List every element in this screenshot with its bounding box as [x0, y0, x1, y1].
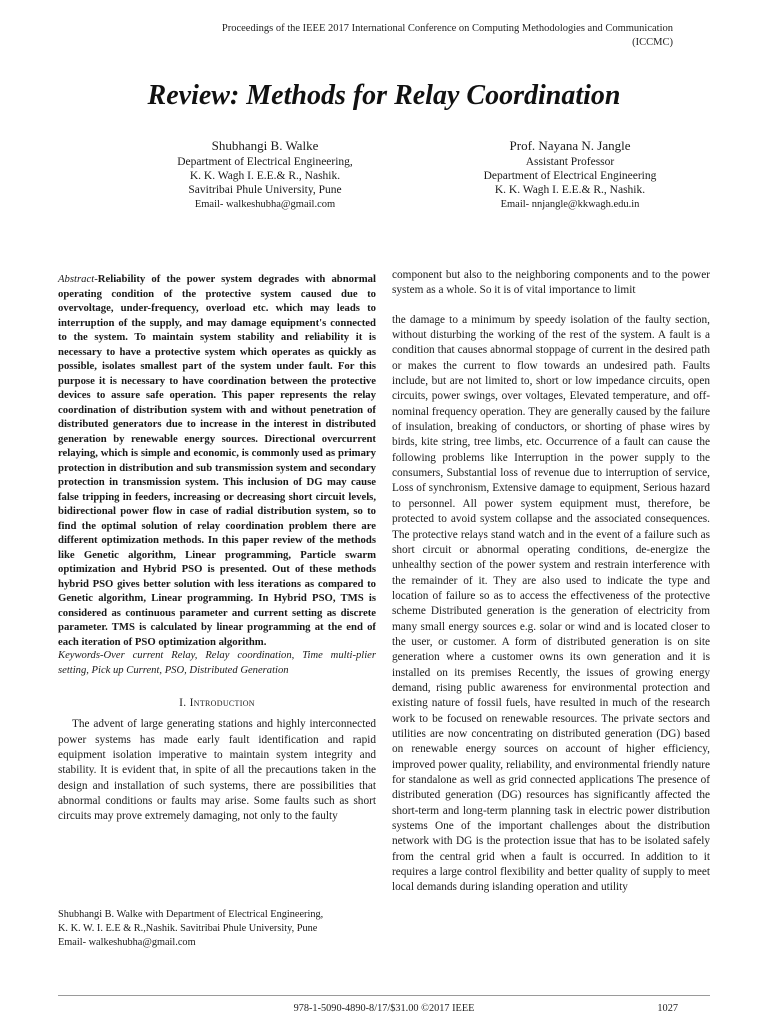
conference-acronym: (ICCMC) — [632, 37, 673, 48]
page-number: 1027 — [657, 1003, 678, 1014]
footnote-line: K. K. W. I. E.E & R.,Nashik. Savitribai Phule University, Pune — [58, 922, 318, 934]
keywords: Keywords-Over current Relay, Relay coordination, Time multi-plier setting, Pick up Current, PSO, Distributed Generation — [58, 650, 376, 676]
author-affiliation-line: K. K. Wagh I. E.E.& R., Nashik. — [494, 184, 646, 197]
abstract — [58, 272, 376, 649]
body-paragraph: component but also to the neighboring components and to the power system as a whole. So it is of vital importance to limit — [392, 269, 710, 297]
author-name: Shubhangi B. Walke — [211, 138, 319, 153]
author-block-1 — [120, 137, 410, 212]
body-paragraph: the damage to a minimum by speedy isolation of the faulty section, without disturbing the working of the rest of the system. A fault is a condition that causes abnormal stoppage of current in the desired path or makes the current to flow towards an undesired path. Faults include, but are not limited to, short or low impedance circuits, open circuits, power swings, over voltages, Elevated temperature, and off-nominal frequency operation. They are generally caused by the failure of insulation, breaking of conductors, or shorting of phase wires by birds, kite string, tree limbs, etc. Occurrence of a fault can cause the following problems like Interruption in the power supply to the consumers, Substantial loss of revenue due to interruption of service, Loss of synchronism, Extensive damage to equipment, Serious hazard to personnel. All power system equipment must, therefore, be protected to avoid system collapse and the associated consequences. The protective relays stand watch and in the event of a failure such as short circuit or abnormal operating conditions, de-energize the unhealthy section of the power system and restrain interference with the remainder of it. They are also used to indicate the type and location of failure so as to access the effectiveness of the protective scheme Distributed generation is the generation of electricity from many small energy sources e.g. solar or wind and is located closer to the user, or customer. A form of distributed generation is on site generation where a customer owns its own generation and it is installed on its premises Recently, the issues of growing energy demand, rising public awareness for environmental protection and existing nature of fossil fuels, have resulted in much of the research work to be focused on renewable resources. The private sectors and utilities are now concentrating on distributed generation (DG) based on renewable energy sources on account of higher efficiency, improved power quality, reliability, and environmental friendly nature for standalone as well as grid connected applications The presence of distributed generation (DG) resources has significantly affected the short-term and long-term planning task in electric power distribution systems One of the important challenges about the distribution network with DG is the protection issue that has to be isolated safely from the central grid when a fault is occurred. In addition to it requires a large control flexibility and better quality of supply to meet local demands during islanding operation and utility — [392, 313, 710, 894]
author-email: Email- walkeshubha@gmail.com — [194, 198, 336, 210]
section-heading-introduction — [58, 696, 376, 711]
footer-divider — [58, 995, 710, 996]
author-email: Email- nnjangle@kkwagh.edu.in — [500, 198, 640, 210]
author-block-2 — [420, 137, 720, 212]
footnote-line: Shubhangi B. Walke with Department of Electrical Engineering, — [58, 909, 324, 920]
footnote-line: Email- walkeshubha@gmail.com — [58, 936, 196, 948]
author-name: Prof. Nayana N. Jangle — [509, 138, 631, 153]
author-affiliation-line: Assistant Professor — [525, 156, 615, 168]
author-footnote — [58, 908, 376, 949]
author-affiliation-line: Department of Electrical Engineering — [483, 170, 657, 183]
abstract-lead: Abstract- — [58, 273, 98, 285]
footer-isbn: 978-1-5090-4890-8/17/$31.00 ©2017 IEEE — [293, 1003, 475, 1014]
intro-paragraph: The advent of large generating stations and highly interconnected power systems has made early fault identification and rapid equipment isolation imperative to maintain system integrity and stability. It is evident that, in spite of all the precautions taken in the design and installation of such systems, there are possibilities that abnormal conditions or faults may arise. Some faults such as short circuits may prove extremely damaging, not only to the faulty — [58, 718, 376, 823]
left-column — [58, 272, 376, 825]
conference-header: Proceedings of the IEEE 2017 International Conference on Computing Methodologies and Communication — [221, 23, 673, 34]
author-affiliation-line: Department of Electrical Engineering, — [177, 156, 353, 168]
section-title: Introduction — [189, 697, 255, 709]
abstract-text: Reliability of the power system degrades with abnormal operating condition of the protective system caused due to overvoltage, under-frequency, overload etc. which may leads to interruption of the supply, and may damage equipment's connected to the system. To maintain system stability and reliability it is necessary to have a protective system which operates as quickly as possible, isolates smallest part of the system under fault. For this purpose it is necessary to have coordination between the protective devices to assure safe operation. This paper represents the relay coordination of distribution system with and without penetration of distributed generators due to increase in the interest in distributed generation by renewable energy sources. Directional overcurrent relaying, which is simple and economic, is commonly used as primary protection in distribution and sub transmission system and secondary protection in transmission system. This inclusion of DG may cause false tripping in feeders, increasing or decreasing short circuit levels, bidirectional power flow in case of radial distribution system, so to find the optimal solution of relay coordination problem there are different optimization methods. In this paper review of the methods like Genetic algorithm, Linear programming, Particle swarm optimization and Hybrid PSO is presented. Out of these methods hybrid PSO gives better solution with less iterations as compared to Genetic algorithm, Linear programming. In Hybrid PSO, TMS is considered as continuous parameter and current setting as discrete parameter. TMS is calculated by linear programming at the end of each iteration of PSO optimization algorithm. — [58, 273, 376, 648]
paper-title: Review: Methods for Relay Coordination — [147, 80, 621, 111]
author-affiliation-line: Savitribai Phule University, Pune — [188, 184, 342, 197]
section-number: I. — [179, 697, 187, 709]
author-affiliation-line: K. K. Wagh I. E.E.& R., Nashik. — [189, 170, 341, 183]
right-column — [392, 268, 710, 896]
